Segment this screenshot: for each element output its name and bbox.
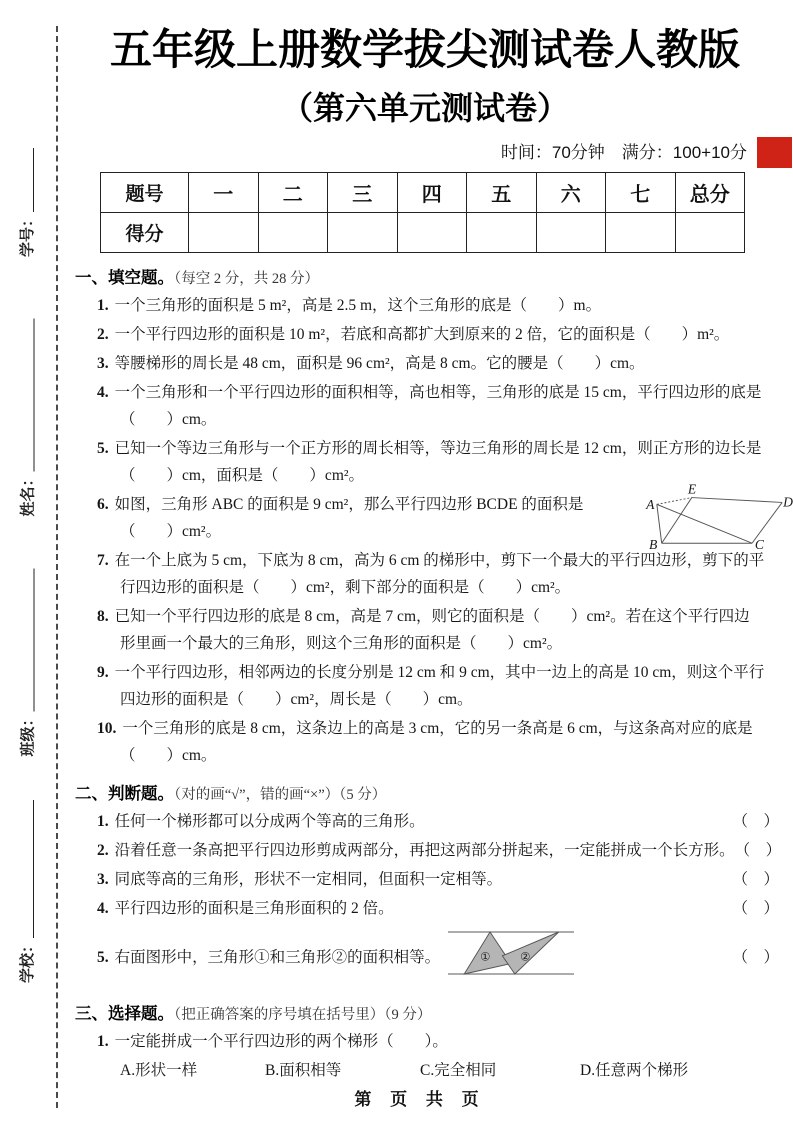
fill-question-1 xyxy=(97,292,765,319)
student-id-blank-line xyxy=(33,148,34,212)
student-info-sidebar xyxy=(0,0,66,1122)
page-footer: 第 页 共 页 xyxy=(354,1090,486,1109)
two-triangles-figure xyxy=(440,926,574,989)
score-empty-cell xyxy=(328,213,398,253)
vertex-a-label: A xyxy=(646,497,655,513)
score-empty-cell xyxy=(675,213,745,253)
section-judge-note: （对的画“√”，错的画“×”）（5 分） xyxy=(174,787,387,803)
fill-question-10 xyxy=(97,715,765,769)
judge-question-4 xyxy=(97,895,779,922)
question-number: 7. xyxy=(97,552,109,569)
question-text: 一个平行四边形，相邻两边的长度分别是 12 cm 和 9 cm，其中一边上的高是 10 cm，则这个平行四边形的面积是（ ）cm²，周长是（ ）cm。 xyxy=(114,664,765,708)
answer-bracket: （ ） xyxy=(732,813,779,830)
answer-bracket: （ ） xyxy=(734,842,782,859)
score-table-col-4: 四 xyxy=(397,173,467,213)
student-id-field xyxy=(15,145,37,257)
triangle-2-label: ② xyxy=(520,951,531,964)
vertex-b-label: B xyxy=(649,537,658,551)
fill-question-4 xyxy=(97,379,765,433)
score-table xyxy=(100,172,745,253)
fill-question-8 xyxy=(97,603,765,657)
question-text: 一个三角形的面积是 5 m²，高是 2.5 m，这个三角形的底是（ ）m。 xyxy=(114,297,602,314)
judge-question-1 xyxy=(97,808,779,835)
question-text: 已知一个等边三角形与一个正方形的周长相等，等边三角形的周长是 12 cm，则正方形的边长是（ ）cm，面积是（ ）cm²。 xyxy=(114,440,762,484)
score-table-col-total: 总分 xyxy=(675,173,745,213)
option-a: A.形状一样 xyxy=(120,1062,198,1079)
question-text: 已知一个平行四边形的底是 8 cm，高是 7 cm，则它的面积是（ ）cm²。若在这个平行四边形里画一个最大的三角形，则这个三角形的面积是（ ）cm²。 xyxy=(114,608,750,652)
question-text: 一个三角形的底是 8 cm，这条边上的高是 3 cm，它的另一条高是 6 cm，与这条高对应的底是（ ）cm。 xyxy=(120,720,753,764)
class-field xyxy=(16,560,38,757)
score-empty-cell xyxy=(467,213,537,253)
question-text: 一个平行四边形的面积是 10 m²，若底和高都扩大到原来的 2 倍，它的面积是（ ）m²。 xyxy=(114,326,730,343)
choice-question-1 xyxy=(97,1028,765,1055)
score-table-col-5: 五 xyxy=(467,173,537,213)
parallelogram-figure xyxy=(645,483,793,556)
score-table-col-7: 七 xyxy=(606,173,676,213)
school-blank-line xyxy=(33,800,34,938)
student-name-blank-line xyxy=(34,318,35,471)
vertex-e-label: E xyxy=(687,483,697,497)
fill-question-5 xyxy=(97,435,765,489)
question-text: 任何一个梯形都可以分成两个等高的三角形。 xyxy=(114,813,425,830)
fold-dashed-line xyxy=(56,26,58,1108)
question-text: 如图，三角形 ABC 的面积是 9 cm²，那么平行四边形 BCDE 的面积是（ ）cm²。 xyxy=(114,496,584,540)
question-number: 1. xyxy=(97,297,109,314)
choice-question-1-options xyxy=(120,1057,770,1084)
section-judge-title: 二、判断题。 xyxy=(75,784,174,803)
question-text: 一个三角形和一个平行四边形的面积相等，高也相等，三角形的底是 15 cm，平行四边形的底是（ ）cm。 xyxy=(114,384,762,428)
judge-question-5 xyxy=(97,926,779,989)
question-number: 10. xyxy=(97,720,117,737)
question-number: 9. xyxy=(97,664,109,681)
question-number: 8. xyxy=(97,608,109,625)
section-fill-header xyxy=(75,265,775,292)
question-number: 3. xyxy=(97,355,109,372)
score-empty-cell xyxy=(397,213,467,253)
school-field xyxy=(15,793,37,983)
question-text: 等腰梯形的周长是 48 cm，面积是 96 cm²，高是 8 cm。它的腰是（ ）cm。 xyxy=(114,355,645,372)
section-fill-note: （每空 2 分，共 28 分） xyxy=(174,271,319,287)
score-table-header-row xyxy=(101,173,745,213)
question-text: 平行四边形的面积是三角形面积的 2 倍。 xyxy=(114,900,394,917)
section-choice-header xyxy=(75,1001,775,1028)
score-table-score-row xyxy=(101,213,745,253)
fill-question-2 xyxy=(97,321,765,348)
page-subtitle: （第六单元测试卷） xyxy=(280,90,569,126)
question-number: 5. xyxy=(97,949,109,966)
score-label-cell: 得分 xyxy=(101,213,189,253)
score-table-col-1: 一 xyxy=(189,173,259,213)
page-title: 五年级上册数学拔尖测试卷人教版 xyxy=(109,26,740,73)
question-text: 右面图形中，三角形①和三角形②的面积相等。 xyxy=(114,949,441,966)
question-number: 2. xyxy=(97,842,109,859)
section-choice-title: 三、选择题。 xyxy=(75,1004,174,1023)
section-fill-title: 一、填空题。 xyxy=(75,268,174,287)
option-d: D.任意两个梯形 xyxy=(580,1062,689,1079)
question-number: 2. xyxy=(97,326,109,343)
score-table-col-6: 六 xyxy=(536,173,606,213)
score-table-col-2: 二 xyxy=(258,173,328,213)
score-empty-cell xyxy=(258,213,328,253)
vertex-c-label: C xyxy=(754,537,765,551)
judge-question-3 xyxy=(97,866,779,893)
time-score-info: 时间：70分钟 满分：100+10分 xyxy=(500,143,747,162)
question-number: 1. xyxy=(97,1033,109,1050)
question-text: 一定能拼成一个平行四边形的两个梯形（ ）。 xyxy=(114,1033,448,1050)
school-label: 学校： xyxy=(19,937,36,983)
student-id-label: 学号： xyxy=(19,211,36,257)
answer-bracket: （ ） xyxy=(732,949,779,966)
question-number: 1. xyxy=(97,813,109,830)
class-label: 班级： xyxy=(19,711,37,757)
score-empty-cell xyxy=(606,213,676,253)
score-table-col-3: 三 xyxy=(328,173,398,213)
question-text: 沿着任意一条高把平行四边形剪成两部分，再把这两部分拼起来，一定能拼成一个长方形。 xyxy=(114,842,735,859)
question-number: 4. xyxy=(97,384,109,401)
option-c: C.完全相同 xyxy=(420,1062,497,1079)
answer-bracket: （ ） xyxy=(732,871,779,888)
question-number: 5. xyxy=(97,440,109,457)
vertex-d-label: D xyxy=(783,494,793,510)
question-number: 6. xyxy=(97,496,109,513)
score-empty-cell xyxy=(536,213,606,253)
judge-question-2 xyxy=(97,837,782,864)
class-blank-line xyxy=(34,568,35,711)
score-empty-cell xyxy=(189,213,259,253)
question-text: 在一个上底为 5 cm，下底为 8 cm，高为 6 cm 的梯形中，剪下一个最大的平行四边形，剪下的平行四边形的面积是（ ）cm²，剩下部分的面积是（ ）cm²。 xyxy=(114,552,765,596)
score-table-corner-cell: 题号 xyxy=(101,173,189,213)
section-judge-header xyxy=(75,781,775,808)
fill-question-3 xyxy=(97,350,765,377)
triangle-1-label: ① xyxy=(480,951,491,964)
answer-bracket: （ ） xyxy=(732,900,779,917)
fill-question-6 xyxy=(97,491,617,545)
fill-question-9 xyxy=(97,659,765,713)
question-text: 同底等高的三角形，形状不一定相同，但面积一定相等。 xyxy=(114,871,503,888)
question-number: 4. xyxy=(97,900,109,917)
section-choice-note: （把正确答案的序号填在括号里）（9 分） xyxy=(174,1007,432,1023)
student-name-field xyxy=(16,310,38,517)
option-b: B.面积相等 xyxy=(265,1062,342,1079)
question-number: 3. xyxy=(97,871,109,888)
student-name-label: 姓名： xyxy=(19,471,37,517)
